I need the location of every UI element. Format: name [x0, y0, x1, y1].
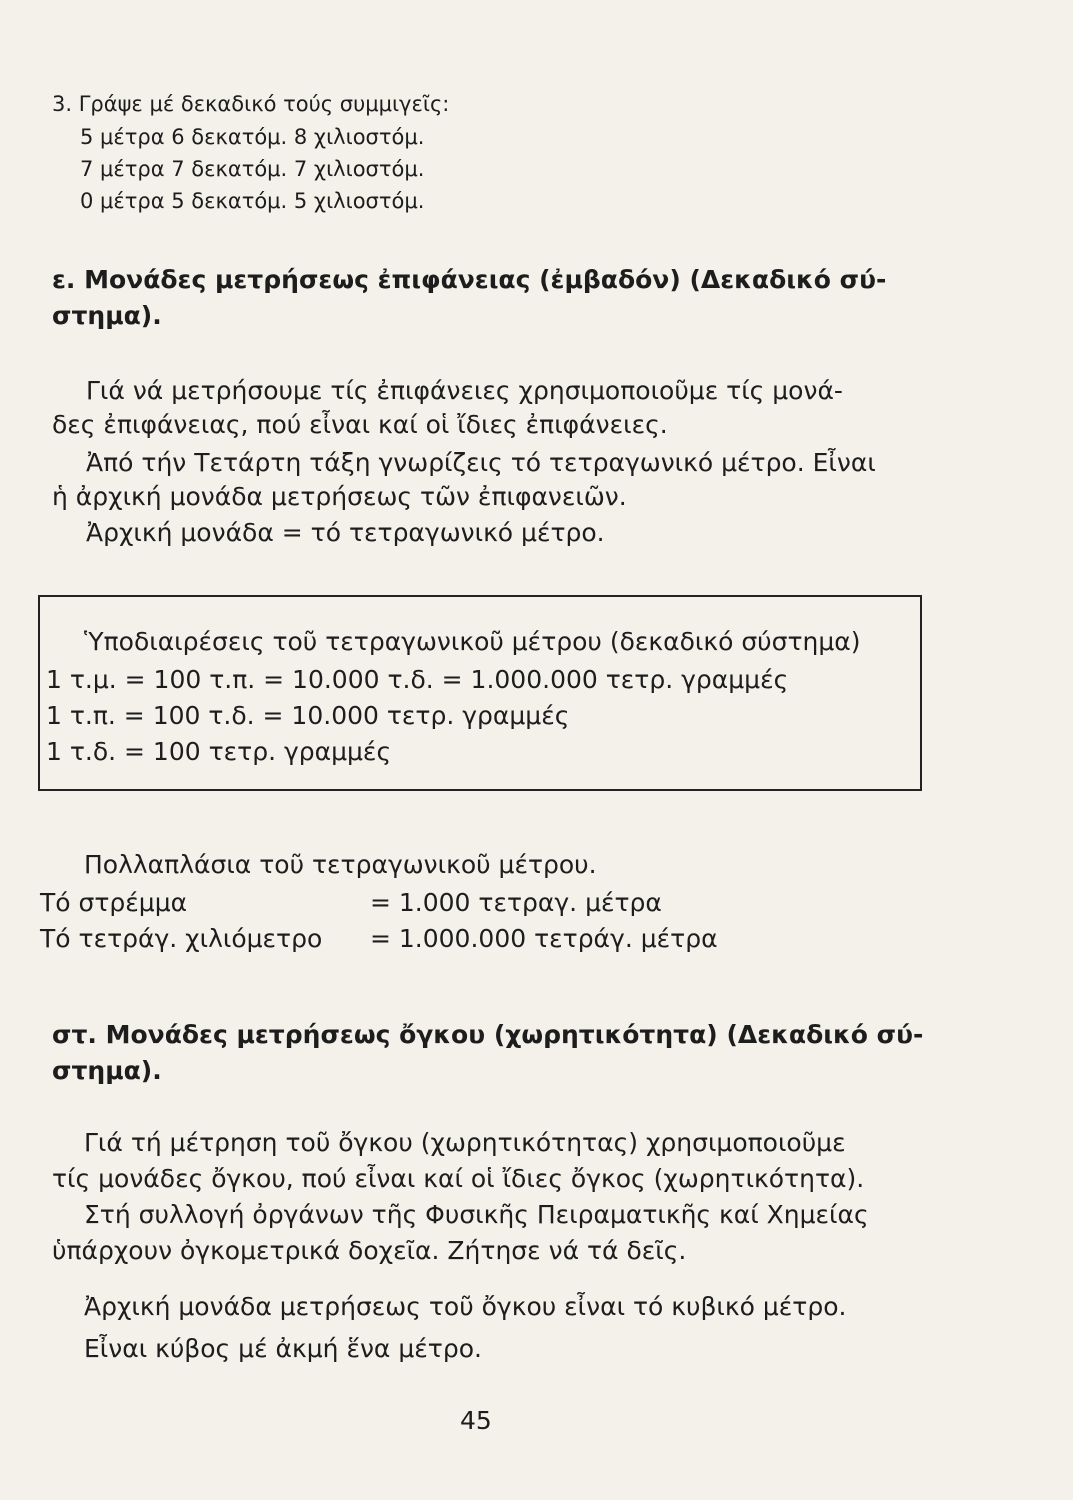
page-number: 45 — [460, 1406, 492, 1435]
paragraph: Στή συλλογή ὀργάνων τῆς Φυσικῆς Πειραματικῆς καί Χημείας — [84, 1200, 869, 1229]
section-st-title-cont: στημα). — [52, 1056, 162, 1085]
box-row: 1 τ.π. = 100 τ.δ. = 10.000 τετρ. γραμμές — [46, 701, 570, 730]
multiple-name: Τό στρέμμα — [40, 888, 188, 917]
box-row: 1 τ.μ. = 100 τ.π. = 10.000 τ.δ. = 1.000.000 τετρ. γραμμές — [46, 665, 789, 694]
exercise-item: 0 μέτρα 5 δεκατόμ. 5 χιλιοστόμ. — [80, 189, 425, 213]
multiple-name: Τό τετράγ. χιλιόμετρο — [40, 924, 323, 953]
paragraph: ὑπάρχουν ὀγκομετρικά δοχεῖα. Ζήτησε νά τά δεῖς. — [52, 1236, 687, 1265]
section-e-title: ε. Μονάδες μετρήσεως ἐπιφάνειας (ἐμβαδόν) (Δεκαδικό σύ- — [52, 265, 887, 294]
multiple-value: = 1.000 τετραγ. μέτρα — [370, 888, 662, 917]
paragraph: Εἶναι κύβος μέ ἀκμή ἕνα μέτρο. — [84, 1334, 482, 1363]
paragraph: τίς μονάδες ὄγκου, πού εἶναι καί οἱ ἴδιες ὄγκος (χωρητικότητα). — [52, 1164, 865, 1193]
paragraph: ἡ ἀρχική μονάδα μετρήσεως τῶν ἐπιφανειῶν. — [52, 482, 627, 511]
box-row: 1 τ.δ. = 100 τετρ. γραμμές — [46, 737, 392, 766]
multiple-value: = 1.000.000 τετράγ. μέτρα — [370, 924, 718, 953]
subdivisions-box — [38, 595, 922, 791]
section-st-title: στ. Μονάδες μετρήσεως ὄγκου (χωρητικότητα) (Δεκαδικό σύ- — [52, 1020, 924, 1049]
paragraph: Ἀρχική μονάδα = τό τετραγωνικό μέτρο. — [86, 518, 605, 547]
multiples-heading: Πολλαπλάσια τοῦ τετραγωνικοῦ μέτρου. — [84, 850, 597, 879]
section-e-title-cont: στημα). — [52, 301, 162, 330]
exercise-item: 7 μέτρα 7 δεκατόμ. 7 χιλιοστόμ. — [80, 157, 425, 181]
paragraph: Γιά τή μέτρηση τοῦ ὄγκου (χωρητικότητας) χρησιμοποιοῦμε — [84, 1128, 846, 1157]
paragraph: Ἀρχική μονάδα μετρήσεως τοῦ ὄγκου εἶναι τό κυβικό μέτρο. — [84, 1292, 847, 1321]
box-heading: Ὑποδιαιρέσεις τοῦ τετραγωνικοῦ μέτρου (δεκαδικό σύστημα) — [84, 627, 861, 656]
paragraph: δες ἐπιφάνειας, πού εἶναι καί οἱ ἴδιες ἐπιφάνειες. — [52, 410, 668, 439]
paragraph: Ἀπό τήν Τετάρτη τάξη γνωρίζεις τό τετραγωνικό μέτρο. Εἶναι — [86, 448, 876, 477]
multiples-row — [40, 888, 920, 922]
paragraph: Γιά νά μετρήσουμε τίς ἐπιφάνειες χρησιμοποιοῦμε τίς μονά- — [86, 376, 843, 405]
multiples-row — [40, 924, 920, 958]
exercise-item: 5 μέτρα 6 δεκατόμ. 8 χιλιοστόμ. — [80, 125, 425, 149]
exercise-heading: 3. Γράψε μέ δεκαδικό τούς συμμιγεῖς: — [52, 92, 450, 116]
